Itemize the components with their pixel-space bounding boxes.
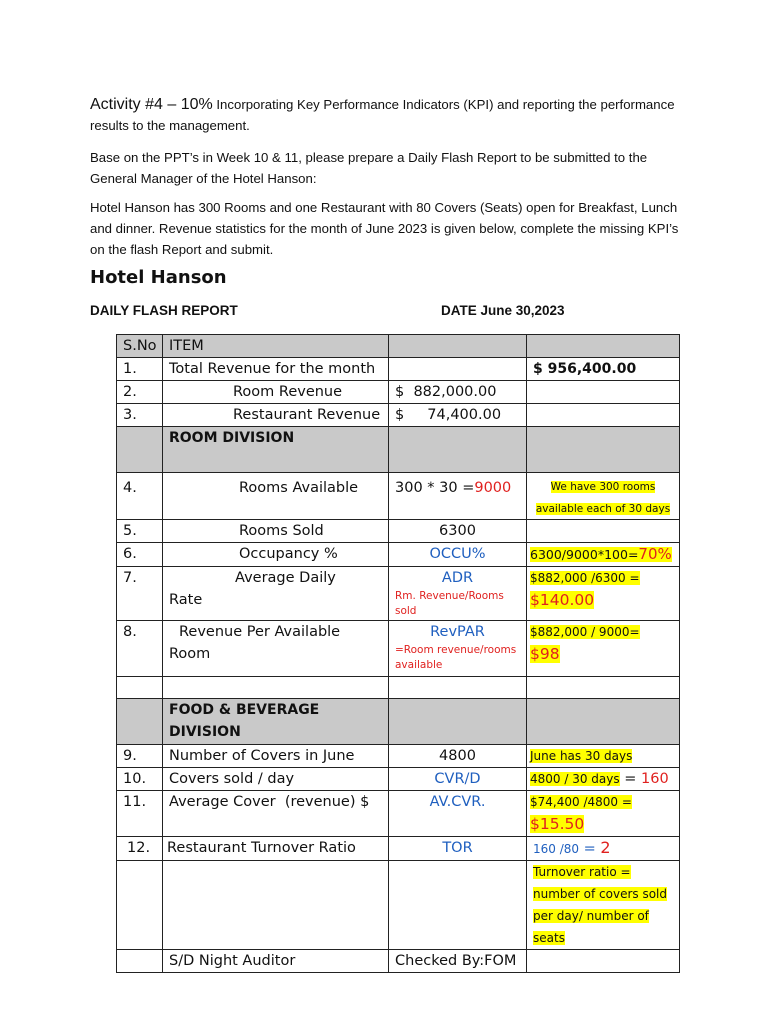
table-row	[117, 404, 680, 427]
row-value: TOR	[389, 837, 527, 861]
adr-result: $140.00	[530, 591, 595, 609]
row-answer	[527, 791, 680, 837]
activity-paragraph	[90, 94, 690, 136]
row-sno: 10.	[117, 768, 163, 791]
fb-label-line1: FOOD & BEVERAGE	[169, 702, 320, 718]
activity-text: Incorporating Key Performance Indicators (KPI) and reporting the performance results to the management.	[90, 97, 675, 133]
turnover-note: Turnover ratio = number of covers sold per day/ number of seats	[533, 865, 667, 945]
row-sno: 12.	[117, 837, 163, 861]
instructions-paragraph: Base on the PPT’s in Week 10 & 11, please prepare a Daily Flash Report to be submitted to the General Manager of the Hotel Hanson:	[90, 150, 648, 186]
rooms-available-result: 9000	[474, 480, 512, 496]
row-answer	[527, 567, 680, 621]
hotel-name: Hotel Hanson	[90, 267, 227, 288]
rooms-available-calc: 300 * 30 =	[395, 480, 475, 496]
row-value	[389, 473, 527, 520]
report-date: DATE June 30,2023	[441, 303, 565, 318]
revpar-label: RevPAR	[430, 624, 485, 640]
row-item	[163, 621, 389, 677]
adr-item-line1: Average Daily	[235, 570, 336, 586]
header-empty-2	[527, 335, 680, 358]
row-item: Average Cover (revenue) $	[163, 791, 389, 837]
table-row	[117, 358, 680, 381]
row-sno: 11.	[117, 791, 163, 837]
adr-calc: $882,000 /6300 =	[530, 571, 640, 585]
row-value	[389, 567, 527, 621]
adr-item-line2: Rate	[169, 592, 203, 608]
blank-cell	[389, 677, 527, 699]
blank-cell	[117, 677, 163, 699]
cvrd-days: days	[587, 772, 620, 786]
row-answer	[527, 837, 680, 861]
row-answer	[527, 520, 680, 543]
table-row	[117, 381, 680, 404]
row-sno: 7.	[117, 567, 163, 621]
header-sno: S.No	[117, 335, 163, 358]
row-item: Occupancy %	[163, 543, 389, 567]
avcvr-calc: $74,400 /4800 =	[530, 795, 632, 809]
row-value	[389, 621, 527, 677]
adr-formula: Rm. Revenue/Rooms sold	[395, 590, 504, 617]
report-title: DAILY FLASH REPORT	[90, 303, 238, 318]
row-item: Restaurant Turnover Ratio	[163, 837, 389, 861]
table-header-row	[117, 335, 680, 358]
row-answer	[527, 745, 680, 768]
section-empty	[389, 699, 527, 745]
row-sno: 4.	[117, 473, 163, 520]
row-answer	[527, 404, 680, 427]
header-item: ITEM	[163, 335, 389, 358]
row-value: OCCU%	[389, 543, 527, 567]
tor-calc: 160 /80	[533, 842, 580, 856]
table-row	[117, 543, 680, 567]
blank-cell	[117, 861, 163, 950]
row-value: $ 882,000.00	[389, 381, 527, 404]
row-item: Rooms Available	[163, 473, 389, 520]
header-empty-1	[389, 335, 527, 358]
section-sno	[117, 699, 163, 745]
scenario-paragraph: Hotel Hanson has 300 Rooms and one Restaurant with 80 Covers (Seats) open for Breakfast, Lunch and dinner. Revenue statistics for the month of June 2023 is given below, complete the missing KPI’s on the flash Report and submit.	[90, 200, 679, 257]
row-answer	[527, 768, 680, 791]
section-sno	[117, 427, 163, 473]
revpar-item-line2: Room	[169, 646, 211, 662]
row-item: Room Revenue	[163, 381, 389, 404]
blank-cell	[527, 677, 680, 699]
row-sno: 5.	[117, 520, 163, 543]
row-item: Total Revenue for the month	[163, 358, 389, 381]
section-empty	[389, 427, 527, 473]
blank-cell	[527, 950, 680, 973]
row-sno: 1.	[117, 358, 163, 381]
section-empty	[527, 427, 680, 473]
cvrd-calc: 4800 / 30	[530, 772, 588, 786]
fb-label-line2: DIVISION	[169, 724, 241, 740]
row-sno: 9.	[117, 745, 163, 768]
activity-label: Activity #4 – 10%	[90, 96, 213, 113]
revpar-formula: =Room revenue/rooms available	[395, 644, 517, 671]
avcvr-result: $15.50	[530, 815, 585, 833]
row-value: CVR/D	[389, 768, 527, 791]
row-sno: 8.	[117, 621, 163, 677]
flash-report-table	[116, 334, 680, 973]
table-row	[117, 837, 680, 861]
blank-cell	[163, 677, 389, 699]
row-item: Covers sold / day	[163, 768, 389, 791]
covers-note: June has 30 days	[530, 749, 633, 763]
tor-equals: =	[579, 841, 601, 857]
row-item: Rooms Sold	[163, 520, 389, 543]
row-answer	[527, 473, 680, 520]
checked-by-label: Checked By:FOM	[389, 950, 527, 973]
row-item: Restaurant Revenue	[163, 404, 389, 427]
table-row-turnover-note	[117, 861, 680, 950]
adr-label: ADR	[441, 570, 474, 586]
row-sno: 3.	[117, 404, 163, 427]
row-item	[163, 567, 389, 621]
row-answer	[527, 543, 680, 567]
occupancy-calc: 6300/9000*100=	[530, 547, 639, 562]
row-value: 4800	[389, 745, 527, 768]
row-value: AV.CVR.	[389, 791, 527, 837]
table-footer-row	[117, 950, 680, 973]
table-row	[117, 791, 680, 837]
row-sno: 2.	[117, 381, 163, 404]
row-value	[389, 358, 527, 381]
table-row	[117, 745, 680, 768]
revpar-calc: $882,000 / 9000=	[530, 625, 640, 639]
section-empty	[527, 699, 680, 745]
row-item: Number of Covers in June	[163, 745, 389, 768]
total-revenue-answer: $ 956,400.00	[527, 358, 680, 381]
table-row-blank	[117, 677, 680, 699]
night-auditor-label: S/D Night Auditor	[163, 950, 389, 973]
row-value: $ 74,400.00	[389, 404, 527, 427]
table-row	[117, 621, 680, 677]
row-sno: 6.	[117, 543, 163, 567]
row-answer	[527, 381, 680, 404]
tor-result: 2	[600, 838, 611, 857]
table-row	[117, 768, 680, 791]
turnover-note-cell	[527, 861, 680, 950]
rooms-available-note: We have 300 rooms available each of 30 days	[535, 481, 671, 515]
section-row-room-division	[117, 427, 680, 473]
section-row-fb-division	[117, 699, 680, 745]
cvrd-result: 160	[641, 771, 669, 787]
occupancy-result: 70%	[638, 545, 672, 563]
row-value: 6300	[389, 520, 527, 543]
row-answer	[527, 621, 680, 677]
section-label	[163, 699, 389, 745]
revpar-item-line1: Revenue Per Available	[179, 624, 341, 640]
blank-cell	[389, 861, 527, 950]
cvrd-equals: =	[619, 771, 641, 787]
section-label: ROOM DIVISION	[163, 427, 389, 473]
blank-cell	[163, 861, 389, 950]
table-row	[117, 473, 680, 520]
table-row	[117, 567, 680, 621]
table-row	[117, 520, 680, 543]
revpar-result: $98	[530, 645, 560, 663]
blank-cell	[117, 950, 163, 973]
